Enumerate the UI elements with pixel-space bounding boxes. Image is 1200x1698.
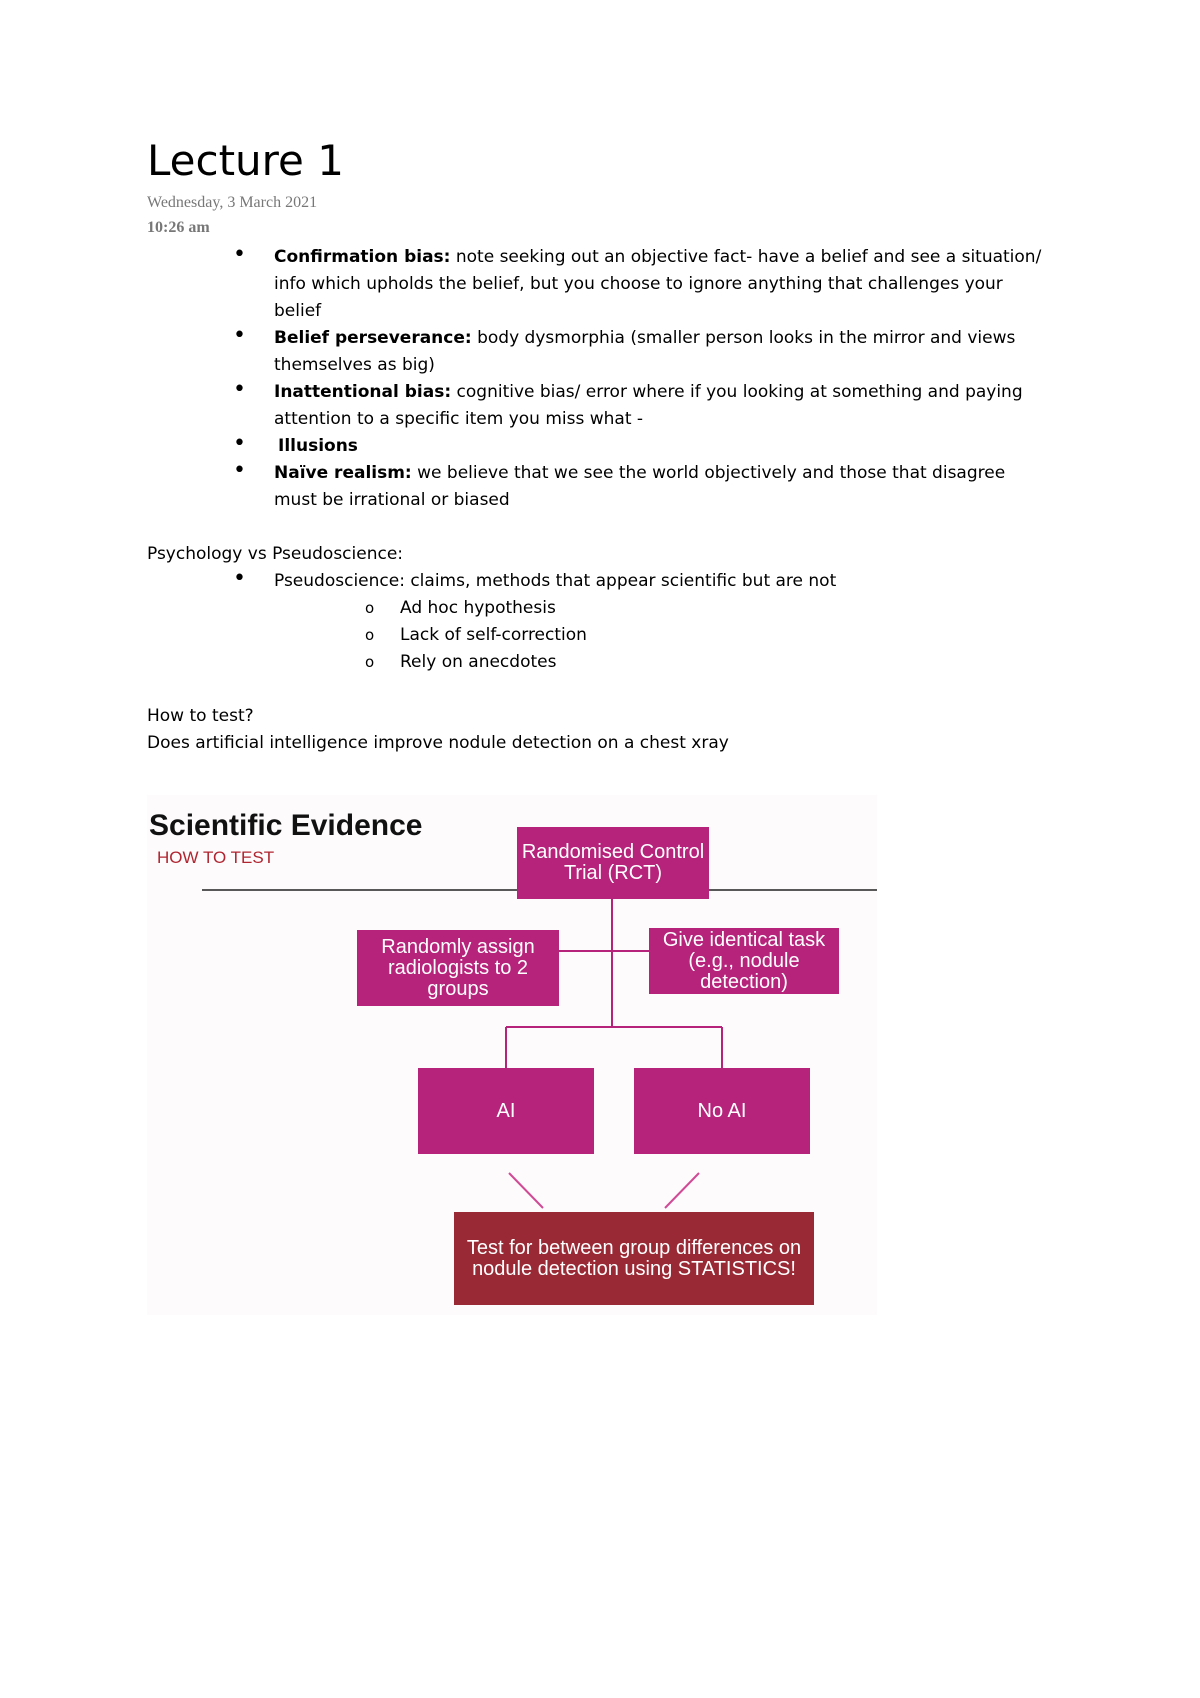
list-item bbox=[147, 244, 1047, 325]
sub-list-item: o Rely on anecdotes bbox=[147, 649, 1047, 676]
bias-term: Naïve realism: bbox=[274, 463, 412, 483]
bias-description: cognitive bias/ error where if you looking at something and paying attention to a specific item you miss what - bbox=[274, 382, 1023, 429]
ai-label: AI bbox=[496, 1099, 516, 1122]
statistics-label: Test for between group differences on nodule detection using STATISTICS! bbox=[466, 1236, 802, 1280]
test-question: Does artificial intelligence improve nodule detection on a chest xray bbox=[147, 733, 729, 753]
list-item bbox=[147, 460, 1047, 514]
statistics-box bbox=[454, 1212, 814, 1305]
task-label: Give identical task (e.g., nodule detection) bbox=[662, 928, 826, 993]
bias-term: Belief perseverance: bbox=[274, 328, 472, 348]
task-box bbox=[649, 928, 839, 994]
list-item bbox=[147, 325, 1047, 379]
bias-term: Inattentional bias: bbox=[274, 382, 452, 402]
list-item bbox=[147, 433, 1047, 460]
slide-title: Scientific Evidence bbox=[149, 809, 423, 842]
bias-description: note seeking out an objective fact- have a belief and see a situation/ info which upholds the belief, but you choose to ignore anything that challenges your belief bbox=[274, 247, 1042, 321]
page-date: Wednesday, 3 March 2021 bbox=[147, 194, 318, 211]
bias-term: Illusions bbox=[278, 436, 358, 456]
no-ai-group-box bbox=[634, 1068, 810, 1154]
scientific-evidence-slide bbox=[147, 795, 877, 1315]
test-heading: How to test? bbox=[147, 706, 254, 726]
assign-label: Randomly assign radiologists to 2 groups bbox=[381, 935, 535, 1000]
slide-subtitle: HOW TO TEST bbox=[157, 848, 275, 867]
psych-heading: Psychology vs Pseudoscience: bbox=[147, 544, 404, 564]
sub-list-item: o Lack of self-correction bbox=[147, 622, 1047, 649]
bias-term: Confirmation bias: bbox=[274, 247, 451, 267]
rct-box bbox=[517, 827, 709, 899]
bias-list bbox=[147, 244, 1047, 514]
pseudoscience-list bbox=[147, 568, 1047, 676]
bias-description: body dysmorphia (smaller person looks in the mirror and views themselves as big) bbox=[274, 328, 1016, 375]
list-item: • Pseudoscience: claims, methods that appear scientific but are not bbox=[147, 568, 1047, 595]
page-title: Lecture 1 bbox=[147, 136, 344, 185]
notes-body bbox=[147, 244, 1047, 757]
bias-description: we believe that we see the world objectively and those that disagree must be irrational or biased bbox=[274, 463, 1006, 510]
assign-box bbox=[357, 930, 559, 1006]
no-ai-label: No AI bbox=[697, 1099, 747, 1122]
rct-label: Randomised Control Trial (RCT) bbox=[521, 841, 705, 884]
list-item bbox=[147, 379, 1047, 433]
ai-group-box bbox=[418, 1068, 594, 1154]
sub-list-item: o Ad hoc hypothesis bbox=[147, 595, 1047, 622]
page-time: 10:26 am bbox=[147, 219, 210, 236]
